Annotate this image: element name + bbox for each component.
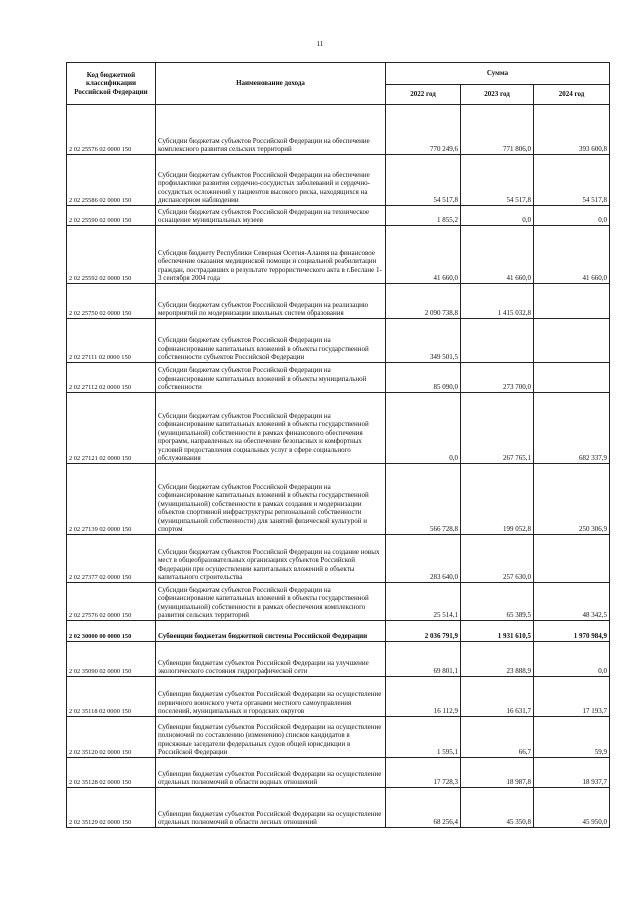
table-row [67,464,610,535]
row-code: 2 02 35129 02 0000 150 [67,788,156,828]
row-name: Субсидии бюджетам субъектов Российской Федерации на обеспечение профилактики развития сердечно-сосудистых заболеваний и сердечно-сосудистых осложнений у пациентов высокого риска, находящихся на диспансерном наблюдении [156,155,386,206]
table-row [67,642,610,677]
row-value-2024: 0,0 [534,206,610,226]
row-value-2024 [534,363,610,393]
row-value-2024: 393 600,8 [534,105,610,155]
row-code: 2 02 25592 02 0000 150 [67,226,156,284]
table-row [67,319,610,363]
row-code: 2 02 35118 02 0000 150 [67,677,156,717]
row-value-2023: 65 389,5 [461,583,534,621]
table-row [67,788,610,828]
row-value-2022: 68 256,4 [386,788,461,828]
row-value-2023 [461,319,534,363]
row-name: Субсидии бюджетам субъектов Российской Федерации на создание новых мест в общеобразовательных организациях субъектов Российской Федерации при осуществлении капитальных вложений в объекты капитального строительства [156,535,386,583]
table-row [67,226,610,284]
table-row [67,583,610,621]
table-row [67,393,610,464]
row-value-2022: 69 801,1 [386,642,461,677]
row-value-2022: 2 036 791,9 [386,621,461,642]
row-value-2024: 18 937,7 [534,758,610,788]
row-name: Субсидии бюджетам субъектов Российской Федерации на софинансирование капитальных вложений в объекты государственной (муниципальной) собственности в рамках финансового обеспечения программ, направленных на обеспечение безопасных и комфортных условий предоставления социальных услуг в сфере социального обслуживания [156,393,386,464]
row-value-2023: 273 700,0 [461,363,534,393]
row-value-2023: 1 415 032,8 [461,284,534,319]
row-value-2023: 45 350,8 [461,788,534,828]
row-value-2023: 41 660,0 [461,226,534,284]
header-code: Код бюджетной классификации Российской Федерации [67,63,156,105]
row-name: Субвенции бюджетам субъектов Российской Федерации на осуществление полномочий по составлению (изменению) списков кандидатов в присяжные заседатели федеральных судов общей юрисдикции в Российской Федерации [156,717,386,758]
row-code: 2 02 35120 02 0000 150 [67,717,156,758]
row-value-2024: 59,9 [534,717,610,758]
row-value-2024: 45 950,0 [534,788,610,828]
row-code: 2 02 27139 02 0000 150 [67,464,156,535]
row-value-2024: 17 193,7 [534,677,610,717]
row-value-2022: 770 249,6 [386,105,461,155]
table-row [67,105,610,155]
row-value-2022: 0,0 [386,393,461,464]
row-code: 2 02 25576 02 0000 150 [67,105,156,155]
row-name: Субвенции бюджетам субъектов Российской Федерации на осуществление первичного воинского учета органами местного самоуправления поселений, муниципальных и городских округов [156,677,386,717]
row-value-2022: 1 855,2 [386,206,461,226]
row-value-2022: 283 640,0 [386,535,461,583]
row-value-2022: 1 595,1 [386,717,461,758]
row-value-2024 [534,319,610,363]
row-value-2022: 2 090 738,8 [386,284,461,319]
row-code: 2 02 27111 02 0000 150 [67,319,156,363]
table-row [67,363,610,393]
header-sum: Сумма [386,63,610,85]
row-value-2022: 16 112,9 [386,677,461,717]
page-number: 11 [316,40,324,48]
row-value-2023: 16 631,7 [461,677,534,717]
row-value-2024: 41 660,0 [534,226,610,284]
row-code: 2 02 25586 02 0000 150 [67,155,156,206]
row-value-2022: 41 660,0 [386,226,461,284]
row-code: 2 02 27112 02 0000 150 [67,363,156,393]
row-name: Субсидии бюджетам субъектов Российской Федерации на софинансирование капитальных вложений в объекты государственной собственности субъектов Российской Федерации [156,319,386,363]
row-value-2024 [534,284,610,319]
row-value-2024: 54 517,8 [534,155,610,206]
table-row [67,758,610,788]
row-name: Субвенции бюджетам бюджетной системы Российской Федерации [156,621,386,642]
header-year-2023: 2023 год [461,85,534,105]
row-code: 2 02 25750 02 0000 150 [67,284,156,319]
header-year-2022: 2022 год [386,85,461,105]
row-value-2023: 267 765,1 [461,393,534,464]
row-value-2022: 54 517,8 [386,155,461,206]
table-row [67,717,610,758]
header-year-2024: 2024 год [534,85,610,105]
row-value-2022: 85 090,0 [386,363,461,393]
row-name: Субсидии бюджетам субъектов Российской Федерации на софинансирование капитальных вложений в объекты государственной (муниципальной) собственности в рамках обеспечения комплексного развития сельских территорий [156,583,386,621]
row-value-2024 [534,535,610,583]
row-code: 2 02 35128 02 0000 150 [67,758,156,788]
row-name: Субвенции бюджетам субъектов Российской Федерации на осуществление отдельных полномочий в области водных отношений [156,758,386,788]
table-row [67,677,610,717]
row-name: Субсидии бюджетам субъектов Российской Федерации на техническое оснащение муниципальных музеев [156,206,386,226]
row-name: Субсидия бюджету Республики Северная Осетия-Алания на финансовое обеспечение оказания медицинской помощи и социальной реабилитации граждан, пострадавших в результате террористического акта в г.Беслане 1-3 сентября 2004 года [156,226,386,284]
row-value-2022: 17 728,3 [386,758,461,788]
row-value-2023: 199 052,8 [461,464,534,535]
table-row [67,206,610,226]
row-value-2023: 23 888,9 [461,642,534,677]
budget-table [66,62,610,828]
table-row [67,621,610,642]
row-value-2022: 25 514,1 [386,583,461,621]
row-code: 2 02 27377 02 0000 150 [67,535,156,583]
header-name: Наименование дохода [156,63,386,105]
row-name: Субсидии бюджетам субъектов Российской Федерации на софинансирование капитальных вложений в объекты муниципальной собственности [156,363,386,393]
row-value-2024: 0,0 [534,642,610,677]
row-value-2024: 682 337,9 [534,393,610,464]
table-row [67,155,610,206]
row-code: 2 02 27576 02 0000 150 [67,583,156,621]
row-name: Субвенции бюджетам субъектов Российской Федерации на улучшение экологического состояния гидрографической сети [156,642,386,677]
row-value-2023: 1 931 610,5 [461,621,534,642]
row-value-2023: 771 806,0 [461,105,534,155]
row-value-2023: 66,7 [461,717,534,758]
row-name: Субвенции бюджетам субъектов Российской Федерации на осуществление отдельных полномочий в области лесных отношений [156,788,386,828]
row-value-2022: 349 501,5 [386,319,461,363]
row-name: Субсидии бюджетам субъектов Российской Федерации на обеспечение комплексного развития сельских территорий [156,105,386,155]
row-value-2023: 0,0 [461,206,534,226]
row-value-2022: 566 728,8 [386,464,461,535]
row-value-2024: 250 306,9 [534,464,610,535]
row-value-2024: 1 970 984,9 [534,621,610,642]
row-code: 2 02 25590 02 0000 150 [67,206,156,226]
row-value-2023: 257 630,0 [461,535,534,583]
row-code: 2 02 35090 02 0000 150 [67,642,156,677]
row-name: Субсидии бюджетам субъектов Российской Федерации на софинансирование капитальных вложений в объекты государственной (муниципальной) собственности в рамках создания и модернизации объектов спортивной инфраструктуры региональной собственности (муниципальной собственности) для занятий физической культурой и спортом [156,464,386,535]
row-name: Субсидии бюджетам субъектов Российской Федерации на реализацию мероприятий по модернизации школьных систем образования [156,284,386,319]
row-value-2023: 54 517,8 [461,155,534,206]
row-value-2023: 18 987,8 [461,758,534,788]
row-value-2024: 48 342,5 [534,583,610,621]
table-row [67,284,610,319]
row-code: 2 02 30000 00 0000 150 [67,621,156,642]
table-row [67,535,610,583]
row-code: 2 02 27121 02 0000 150 [67,393,156,464]
